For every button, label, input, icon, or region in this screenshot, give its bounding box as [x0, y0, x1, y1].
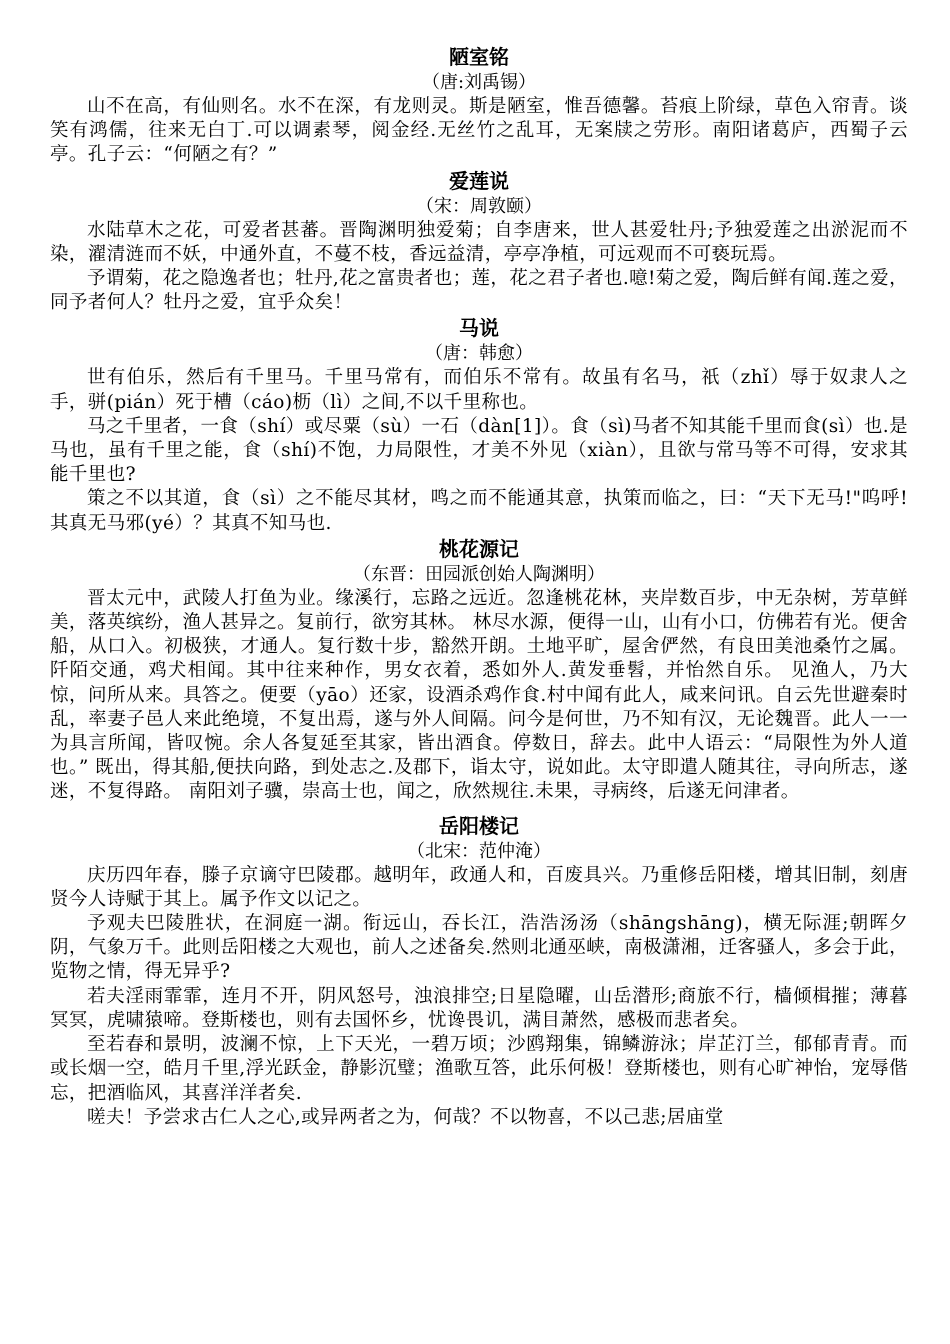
section-ma-shuo	[50, 315, 908, 535]
paragraph: 晋太元中，武陵人打鱼为业。缘溪行，忘路之远近。忽逢桃花林，夹岸数百步，中无杂树，芳草鲜美，落英缤纷，渔人甚异之。复前行，欲穷其林。 林尽水源，便得一山，山有小口，仿佛若有光。便舍船，从口入。初极狭，才通人。复行数十步，豁然开朗。土地平旷，屋舍俨然，有良田美池桑竹之属。阡陌交通，鸡犬相闻。其中往来种作，男女衣着，悉如外人.黄发垂髫，并怡然自乐。 见渔人，乃大惊，问所从来。具答之。便要（yāo）还家，设酒杀鸡作食.村中闻有此人，咸来问讯。自云先世避秦时乱，率妻子邑人来此绝境，不复出焉，遂与外人间隔。问今是何世，乃不知有汉，无论魏晋。此人一一为具言所闻，皆叹惋。余人各复延至其家，皆出酒食。停数日，辞去。此中人语云：“局限性为外人道也。” 既出，得其船,便扶向路，到处志之.及郡下，诣太守，说如此。太守即遣人随其往，寻向所志，遂迷，不复得路。 南阳刘子骥，崇高士也，闻之，欣然规往.未果，寻病终，后遂无问津者。	[50, 587, 908, 803]
paragraph: 世有伯乐，然后有千里马。千里马常有，而伯乐不常有。故虽有名马，祇（zhǐ）辱于奴隶人之手，骈(pián）死于槽（cáo)枥（lì）之间,不以千里称也。	[50, 367, 908, 413]
section-author: （宋：周敦颐）	[416, 195, 542, 217]
section-author: （北宋：范仲淹）	[407, 840, 551, 862]
section-title: 爱莲说	[449, 168, 509, 193]
section-author: （唐：韩愈）	[425, 343, 533, 365]
section-yueyanglou-ji	[50, 813, 908, 1130]
paragraph: 至若春和景明，波澜不惊，上下天光，一碧万顷；沙鸥翔集，锦鳞游泳；岸芷汀兰，郁郁青青。而或长烟一空，皓月千里,浮光跃金，静影沉璧；渔歌互答，此乐何极！登斯楼也，则有心旷神怡，宠辱偕忘，把酒临风，其喜洋洋者矣.	[50, 1034, 908, 1104]
section-title: 陋室铭	[449, 45, 509, 69]
paragraph: 嗟夫！予尝求古仁人之心,或异两者之为，何哉？不以物喜，不以己悲;居庙堂	[87, 1106, 724, 1128]
paragraph: 山不在高，有仙则名。水不在深，有龙则灵。斯是陋室，惟吾德馨。苔痕上阶绿，草色入帘青。谈笑有鸿儒，往来无白丁.可以调素琴，阅金经.无丝竹之乱耳，无案牍之劳形。南阳诸葛庐，西蜀子云亭。孔子云：“何陋之有？”	[50, 96, 908, 166]
section-ailian-shuo	[50, 168, 908, 316]
section-title: 桃花源记	[439, 536, 519, 561]
paragraph: 予谓菊，花之隐逸者也；牡丹,花之富贵者也；莲，花之君子者也.噫!菊之爱，陶后鲜有闻.莲之爱，同予者何人？牡丹之爱，宜乎众矣！	[50, 268, 908, 314]
document-page	[50, 44, 908, 1130]
section-title: 马说	[459, 316, 499, 341]
paragraph: 策之不以其道，食（sì）之不能尽其材，鸣之而不能通其意，执策而临之，曰：“天下无马!"呜呼!其真无马邪(yé）？其真不知马也.	[50, 488, 908, 534]
section-author: （唐:刘禹锡）	[421, 72, 537, 93]
paragraph: 庆历四年春，滕子京谪守巴陵郡。越明年，政通人和，百废具兴。乃重修岳阳楼，增其旧制，刻唐贤今人诗赋于其上。属予作文以记之。	[50, 864, 908, 910]
section-taohuayuan-ji	[50, 536, 908, 805]
section-spacer	[50, 805, 908, 813]
paragraph: 水陆草木之花，可爱者甚蕃。晋陶渊明独爱菊；自李唐来，世人甚爱牡丹;予独爱莲之出淤泥而不染，濯清涟而不妖，中通外直，不蔓不枝，香远益清，亭亭净植，可远观而不可亵玩焉。	[50, 219, 908, 265]
paragraph: 若夫淫雨霏霏，连月不开，阴风怒号，浊浪排空;日星隐曜，山岳潜形;商旅不行，樯倾楫摧；薄暮冥冥，虎啸猿啼。登斯楼也，则有去国怀乡，忧谗畏讥，满目萧然，感极而悲者矣。	[50, 985, 908, 1031]
paragraph: 予观夫巴陵胜状，在洞庭一湖。衔远山，吞长江，浩浩汤汤（shāngshāng)，横无际涯;朝晖夕阴，气象万千。此则岳阳楼之大观也，前人之述备矣.然则北通巫峡，南极潇湘，迁客骚人，多会于此，览物之情，得无异乎?	[50, 913, 908, 983]
section-title: 岳阳楼记	[439, 813, 519, 838]
paragraph: 马之千里者，一食（shí）或尽粟（sù）一石（dàn[1]）。食（sì)马者不知其能千里而食(sì）也.是马也，虽有千里之能，食（shí)不饱，力局限性，才美不外见（xiàn），且欲与常马等不可得，安求其能千里也?	[50, 415, 908, 486]
section-author: （东晋：田园派创始人陶渊明）	[353, 563, 605, 585]
section-loushi-ming	[50, 44, 908, 168]
